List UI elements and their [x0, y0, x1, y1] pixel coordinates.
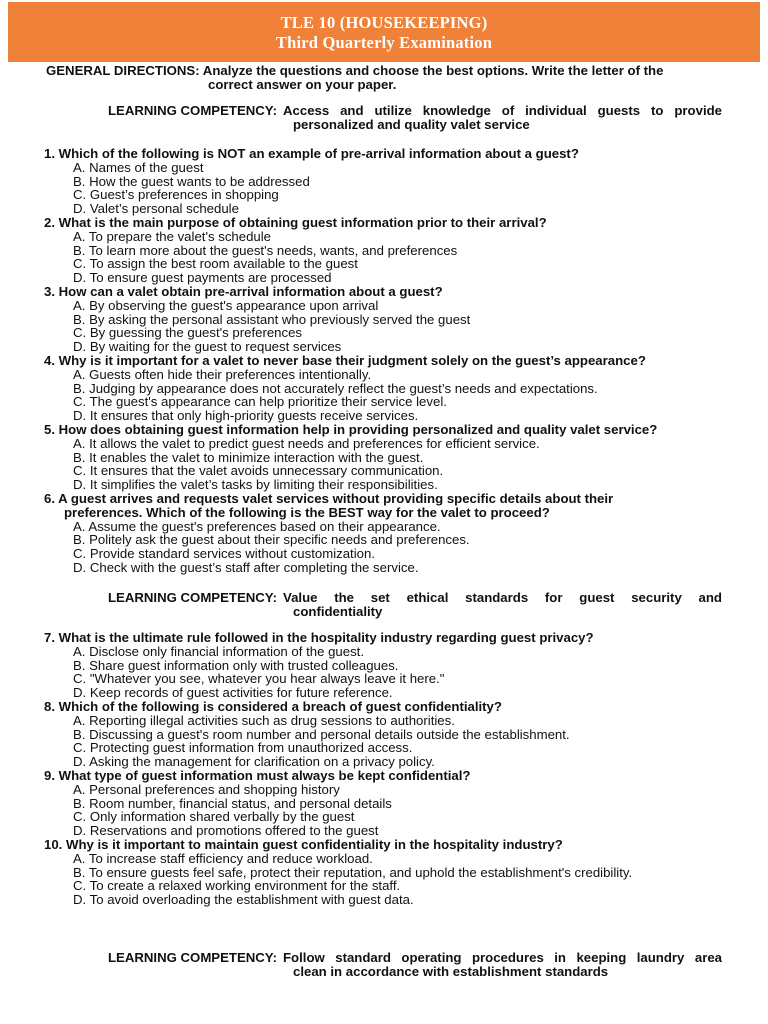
question-10: [44, 838, 734, 907]
option-d: D. Reservations and promotions offered to the guest: [73, 823, 379, 839]
question-3: [44, 285, 734, 354]
option-b: B. It enables the valet to minimize interaction with the guest.: [73, 449, 424, 465]
learning-competency-3: [108, 951, 722, 979]
option-d: D. To ensure guest payments are processed: [73, 270, 332, 286]
option-c: C. To assign the best room available to the guest: [73, 256, 358, 272]
question-text: 9. What type of guest information must always be kept confidential?: [44, 767, 471, 783]
competency-text: Access and utilize knowledge of individual guests to provide: [283, 103, 722, 118]
question-text-line-2: preferences. Which of the following is the BEST way for the valet to proceed?: [64, 504, 550, 520]
directions-line-1: GENERAL DIRECTIONS: Analyze the questions and choose the best options. Write the letter of the: [46, 63, 664, 78]
option-c: C. It ensures that the valet avoids unnecessary communication.: [73, 463, 444, 479]
question-text: 5. How does obtaining guest information help in providing personalized and quality valet service?: [44, 421, 658, 437]
question-text: 2. What is the main purpose of obtaining guest information prior to their arrival?: [44, 214, 547, 230]
question-8: [44, 700, 734, 769]
option-a: A. To prepare the valet's schedule: [73, 228, 272, 244]
option-c: C. To create a relaxed working environment for the staff.: [73, 878, 401, 894]
option-c: C. By guessing the guest's preferences: [73, 325, 303, 341]
option-c: C. Provide standard services without customization.: [73, 546, 375, 562]
exam-subtitle: Third Quarterly Examination: [275, 33, 493, 52]
option-b: B. Judging by appearance does not accurately reflect the guest’s needs and expectations.: [73, 380, 598, 396]
option-c: C. Guest’s preferences in shopping: [73, 187, 279, 203]
option-d: D. To avoid overloading the establishment with guest data.: [73, 892, 414, 908]
option-b: B. Discussing a guest's room number and personal details outside the establishment.: [73, 726, 570, 742]
option-b: B. To learn more about the guest's needs, wants, and preferences: [73, 242, 458, 258]
competency-text-cont: confidentiality: [293, 604, 383, 619]
option-b: B. Politely ask the guest about their specific needs and preferences.: [73, 532, 470, 548]
question-4: [44, 354, 734, 423]
question-text: 4. Why is it important for a valet to never base their judgment solely on the guest’s appearance?: [44, 352, 646, 368]
question-1: [44, 147, 734, 216]
competency-text-cont: personalized and quality valet service: [293, 117, 530, 132]
exam-title: TLE 10 (HOUSEKEEPING): [280, 13, 488, 32]
option-d: D. It ensures that only high-priority guests receive services.: [73, 408, 419, 424]
option-d: D. By waiting for the guest to request services: [73, 339, 342, 355]
question-5: [44, 423, 734, 492]
option-a: A. To increase staff efficiency and reduce workload.: [73, 850, 373, 866]
option-c: C. "Whatever you see, whatever you hear always leave it here.": [73, 671, 445, 687]
general-directions: [46, 64, 726, 92]
option-a: A. By observing the guest's appearance upon arrival: [73, 297, 379, 313]
question-7: [44, 631, 734, 700]
option-a: A. Disclose only financial information of the guest.: [73, 643, 365, 659]
competency-text: Follow standard operating procedures in keeping laundry area: [283, 950, 722, 965]
option-b: B. By asking the personal assistant who previously served the guest: [73, 311, 471, 327]
learning-competency-1: [108, 104, 722, 132]
option-a: A. Guests often hide their preferences intentionally.: [73, 366, 372, 382]
option-a: A. Names of the guest: [73, 159, 204, 175]
competency-text-cont: clean in accordance with establishment standards: [293, 964, 609, 979]
option-d: D. Asking the management for clarification on a privacy policy.: [73, 754, 435, 770]
question-text: 7. What is the ultimate rule followed in the hospitality industry regarding guest privacy?: [44, 630, 594, 645]
option-b: B. To ensure guests feel safe, protect their reputation, and uphold the establishment's credibility.: [73, 864, 633, 880]
competency-label: LEARNING COMPETENCY:: [108, 590, 277, 605]
option-a: A. Assume the guest's preferences based on their appearance.: [73, 518, 441, 534]
option-b: B. How the guest wants to be addressed: [73, 173, 310, 189]
question-6: [44, 492, 734, 575]
question-9: [44, 769, 734, 838]
question-text: 3. How can a valet obtain pre-arrival information about a guest?: [44, 283, 443, 299]
option-c: C. The guest's appearance can help prioritize their service level.: [73, 394, 447, 410]
learning-competency-2: [108, 591, 722, 619]
option-a: A. Personal preferences and shopping history: [73, 781, 340, 797]
directions-line-2: correct answer on your paper.: [208, 77, 397, 92]
question-text: 1. Which of the following is NOT an example of pre-arrival information about a guest?: [44, 146, 579, 161]
option-c: C. Only information shared verbally by the guest: [73, 809, 355, 825]
question-text: 10. Why is it important to maintain guest confidentiality in the hospitality industry?: [44, 836, 563, 852]
option-a: A. It allows the valet to predict guest needs and preferences for efficient service.: [73, 435, 540, 451]
exam-header: [8, 2, 760, 62]
option-c: C. Protecting guest information from unauthorized access.: [73, 740, 413, 756]
question-text: 8. Which of the following is considered a breach of guest confidentiality?: [44, 698, 502, 714]
option-d: D. Valet’s personal schedule: [73, 201, 239, 217]
question-text: [44, 492, 734, 520]
option-a: A. Reporting illegal activities such as drug sessions to authorities.: [73, 712, 455, 728]
competency-text: Value the set ethical standards for guest security and: [283, 590, 722, 605]
option-d: D. Keep records of guest activities for future reference.: [73, 685, 393, 701]
question-block-2: [44, 631, 734, 907]
option-b: B. Room number, financial status, and personal details: [73, 795, 392, 811]
competency-label: LEARNING COMPETENCY:: [108, 950, 277, 965]
question-2: [44, 216, 734, 285]
question-text-line-1: 6. A guest arrives and requests valet services without providing specific details about their: [44, 490, 614, 506]
option-d: D. Check with the guest’s staff after completing the service.: [73, 559, 419, 575]
option-b: B. Share guest information only with trusted colleagues.: [73, 657, 399, 673]
question-block-1: [44, 147, 734, 575]
competency-label: LEARNING COMPETENCY:: [108, 103, 277, 118]
option-d: D. It simplifies the valet’s tasks by limiting their responsibilities.: [73, 477, 438, 493]
